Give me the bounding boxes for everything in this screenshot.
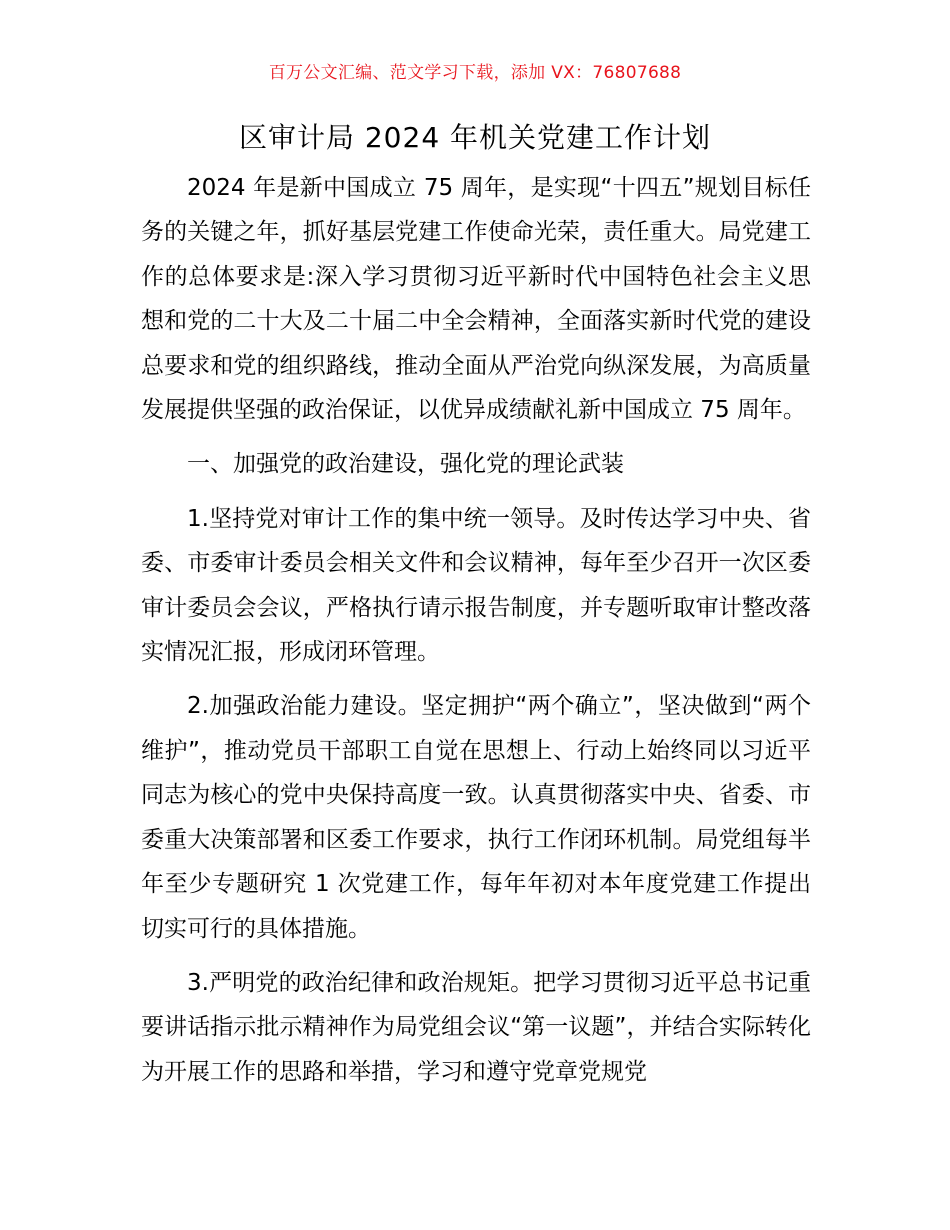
paragraph-item-3: 3.严明党的政治纪律和政治规矩。把学习贯彻习近平总书记重要讲话指示批示精神作为局党组会议“第一议题”，并结合实际转化为开展工作的思路和举措，学习和遵守党章党规党: [141, 969, 811, 1085]
section-heading-1: 一、加强党的政治建设，强化党的理论武装: [187, 451, 624, 478]
document-body: [141, 166, 811, 1094]
paragraph-item-2: 2.加强政治能力建设。坚定拥护“两个确立”，坚决做到“两个维护”，推动党员干部职工自觉在思想上、行动上始终同以习近平同志为核心的党中央保持高度一致。认真贯彻落实中央、省委、市委重大决策部署和区委工作要求，执行工作闭环机制。局党组每半年至少专题研究 1 次党建工作，每年年初对本年度党建工作提出切实可行的具体措施。: [141, 693, 811, 942]
paragraph-intro: 2024 年是新中国成立 75 周年，是实现“十四五”规划目标任务的关键之年，抓好基层党建工作使命光荣，责任重大。局党建工作的总体要求是:深入学习贯彻习近平新时代中国特色社会主义思想和党的二十大及二十届二中全会精神，全面落实新时代党的建设总要求和党的组织路线，推动全面从严治党向纵深发展，为高质量发展提供坚强的政治保证，以优异成绩献礼新中国成立 75 周年。: [141, 175, 811, 424]
document-title: 区审计局 2024 年机关党建工作计划: [238, 121, 712, 154]
paragraph-item-1: 1.坚持党对审计工作的集中统一领导。及时传达学习中央、省委、市委审计委员会相关文件和会议精神，每年至少召开一次区委审计委员会会议，严格执行请示报告制度，并专题听取审计整改落实情况汇报，形成闭环管理。: [141, 505, 811, 666]
watermark-header: 百万公文汇编、范文学习下载，添加 VX：76807688: [268, 63, 682, 83]
